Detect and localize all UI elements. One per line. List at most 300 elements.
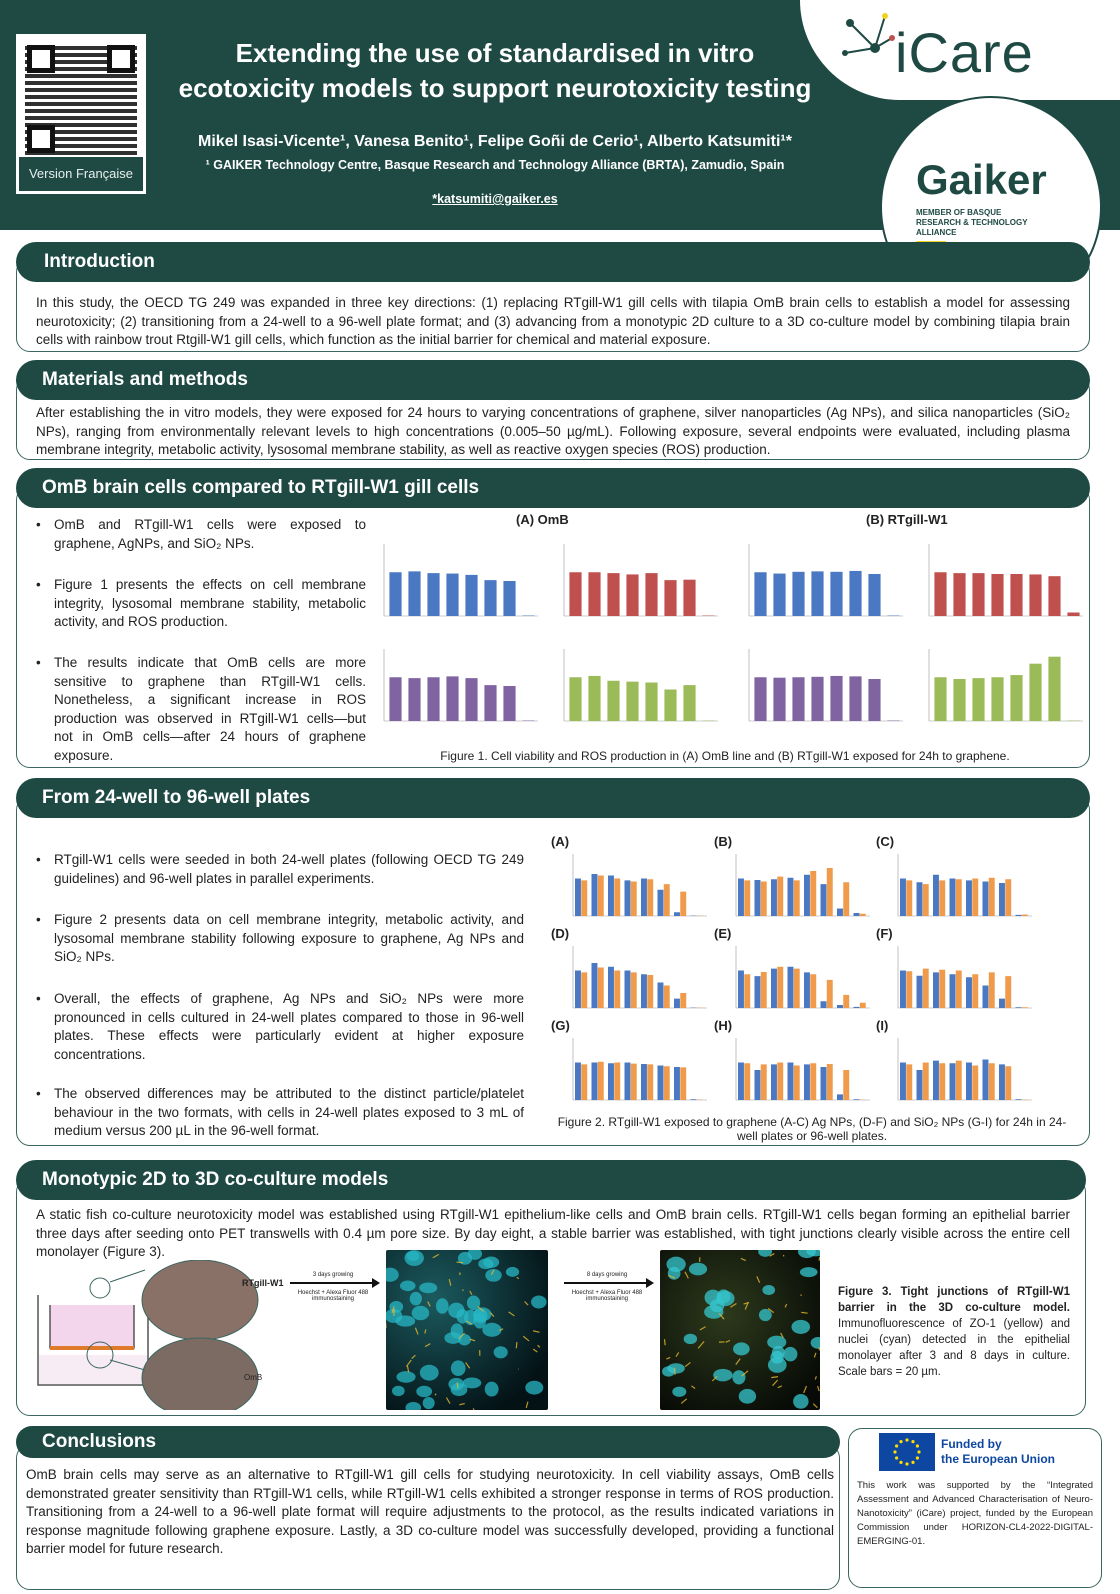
mini-bar <box>933 972 939 1008</box>
mini-bar <box>647 1064 653 1100</box>
mini-bar <box>811 677 823 721</box>
tight-junction <box>772 1380 777 1386</box>
mini-bar <box>953 573 965 616</box>
tight-junction <box>815 1376 816 1379</box>
mini-bar <box>792 572 804 616</box>
eu-star <box>893 1450 896 1453</box>
tight-junction <box>406 1360 411 1367</box>
mini-bar <box>641 974 647 1008</box>
mini-bar <box>956 879 962 916</box>
mini-bar <box>972 974 978 1008</box>
title-line-1: Extending the use of standardised in vitro <box>235 38 755 68</box>
mini-bar <box>854 913 860 916</box>
mini-bar <box>788 1063 794 1101</box>
mini-bar <box>625 971 631 1009</box>
qr-label[interactable]: Version Française <box>19 157 143 191</box>
nucleus <box>506 1267 519 1277</box>
arrow2-top-label: 8 days growing <box>586 1272 628 1278</box>
tight-junction <box>698 1341 704 1348</box>
mini-bar <box>827 868 833 916</box>
mini-bar <box>647 975 653 1008</box>
nucleus <box>400 1281 416 1292</box>
tight-junction <box>425 1344 430 1347</box>
eu-star <box>895 1456 898 1459</box>
nucleus <box>410 1292 422 1306</box>
nucleus <box>405 1402 421 1410</box>
mini-bar <box>830 572 842 616</box>
mini-bar <box>1016 1007 1022 1008</box>
mini-bar <box>658 983 664 1009</box>
chart-rtgill-ros <box>915 645 1085 735</box>
mini-bar <box>843 995 849 1008</box>
mini-bar <box>631 1064 637 1100</box>
mini-bar <box>827 980 833 1008</box>
figure1-caption: Figure 1. Cell viability and ROS production in (A) OmB line and (B) RTgill-W1 exposed for 24h to graphene. <box>440 749 1010 763</box>
icare-logo <box>800 0 1120 100</box>
tight-junction <box>456 1262 463 1263</box>
arrow1-bottom-label: Hoechst + Alexa Fluor 488 immunostaining <box>297 1290 369 1302</box>
mini-bar <box>625 1063 631 1101</box>
tight-junction <box>736 1359 740 1365</box>
figure2-panel-label: (F) <box>876 926 893 941</box>
mini-bar <box>761 1064 767 1100</box>
eu-funded-line1: Funded by <box>941 1437 1002 1451</box>
tight-junction <box>446 1398 450 1404</box>
nucleus <box>448 1303 464 1318</box>
mini-bar <box>641 879 647 917</box>
nucleus <box>672 1387 686 1397</box>
tight-junction <box>523 1336 529 1341</box>
mini-bar <box>680 1067 686 1100</box>
mini-bar <box>934 677 946 721</box>
mini-bar <box>972 879 978 917</box>
arrow-right-icon <box>564 1278 654 1288</box>
mini-bar <box>849 676 861 721</box>
funding-box <box>848 1428 1102 1588</box>
tight-junction <box>428 1302 431 1307</box>
mini-bar <box>658 890 664 916</box>
mini-bar <box>744 974 750 1008</box>
authors: Mikel Isasi-Vicente¹, Vanesa Benito¹, Felipe Goñi de Cerio¹, Alberto Katsumiti¹* <box>198 133 792 150</box>
mini-bar <box>581 880 587 916</box>
mini-bar <box>821 884 827 916</box>
mini-bar <box>614 879 620 917</box>
mini-bar <box>683 685 695 721</box>
mini-bar <box>811 571 823 616</box>
nucleus <box>494 1346 508 1358</box>
poster-title <box>150 36 840 106</box>
nucleus <box>463 1377 482 1388</box>
chart-plates-panel <box>884 942 1034 1022</box>
mini-bar <box>465 575 477 616</box>
tight-junction <box>509 1312 515 1316</box>
mini-bar <box>631 882 637 917</box>
arrow2-bottom-label: Hoechst + Alexa Fluor 488 immunostaining <box>571 1290 643 1302</box>
mini-bar <box>408 678 420 721</box>
mini-bar <box>1022 1007 1028 1008</box>
qr-finder <box>27 45 55 73</box>
mini-bar <box>810 1063 816 1100</box>
mini-bar <box>792 677 804 721</box>
tight-junction <box>666 1357 670 1359</box>
mini-bar <box>771 879 777 916</box>
eu-star <box>917 1450 920 1453</box>
mini-bar <box>680 993 686 1008</box>
mini-bar <box>1029 664 1041 721</box>
arrow1-top-label: 3 days growing <box>312 1272 354 1278</box>
mini-bar <box>900 879 906 917</box>
mini-bar <box>575 1063 581 1101</box>
plates-bullet-3: • Overall, the effects of graphene, Ag NPs and SiO₂ NPs were more pronounced in cells cultured in 24-well plates compared to those in 96-well plates. These effects were particularly evident at higher exposure concentrations. <box>36 990 524 1064</box>
chart-omb-membrane <box>370 540 540 630</box>
mini-bar <box>1016 1099 1022 1100</box>
nucleus <box>423 1397 435 1409</box>
mini-bar <box>771 969 777 1008</box>
mini-bar <box>854 1007 860 1008</box>
mini-bar <box>934 572 946 616</box>
mini-bar <box>680 892 686 916</box>
nuclei-day8 <box>660 1250 820 1410</box>
tight-junction <box>785 1304 787 1307</box>
coculture-heading: Monotypic 2D to 3D co-culture models <box>16 1160 1086 1200</box>
mini-bar <box>999 1064 1005 1100</box>
mini-bar <box>966 977 972 1008</box>
tight-junction <box>741 1258 746 1260</box>
mini-bar <box>641 1064 647 1100</box>
eu-star <box>916 1456 919 1459</box>
mini-bar <box>860 914 866 916</box>
tight-junction <box>526 1402 528 1408</box>
qr-finder <box>27 125 55 153</box>
eu-star <box>895 1444 898 1447</box>
plates-bullet-1: • RTgill-W1 cells were seeded in both 24-well plates (following OECD TG 249 guidelines) and 96-well plates in parallel experiments. <box>36 851 524 888</box>
mini-bar <box>592 963 598 1008</box>
mini-bar <box>614 971 620 1009</box>
mini-bar <box>989 878 995 916</box>
tight-junction <box>691 1386 695 1389</box>
nuclei-day3 <box>386 1250 548 1410</box>
plates-heading: From 24-well to 96-well plates <box>16 778 1090 818</box>
mini-bar <box>956 971 962 1009</box>
figure2-panel-label: (A) <box>551 834 570 849</box>
figure2-panel-label: (G) <box>551 1018 570 1033</box>
figure2-panel-label: (H) <box>714 1018 733 1033</box>
mini-bar <box>1010 574 1022 616</box>
figure2-panel-label: (I) <box>876 1018 889 1033</box>
icare-wordmark: iCare <box>895 21 1034 84</box>
mini-bar <box>837 1094 843 1100</box>
mini-bar <box>830 676 842 721</box>
nucleus <box>793 1394 809 1409</box>
tight-junction <box>525 1302 529 1306</box>
nucleus <box>798 1250 816 1258</box>
mini-bar <box>854 1099 860 1100</box>
nucleus <box>485 1382 499 1397</box>
omb-bullet-3: • The results indicate that OmB cells are more sensitive to graphene than RTgill-W1 cells. Nonetheless, a significant increase in ROS production was observed in RTgill-W1 cells—but not in OmB cells—after 24 hours of graphene exposure. <box>36 654 366 765</box>
micrograph-day3 <box>386 1250 548 1410</box>
mini-bar <box>608 876 614 917</box>
mini-bar <box>614 1063 620 1101</box>
mini-bar <box>804 972 810 1008</box>
arrow-right-icon <box>290 1278 380 1288</box>
nucleus <box>419 1282 437 1293</box>
mini-bar <box>625 880 631 916</box>
mini-bar <box>389 572 401 616</box>
mini-bar <box>900 1063 906 1101</box>
mini-bar <box>664 884 670 916</box>
mini-bar <box>755 976 761 1008</box>
affiliation: ¹ GAIKER Technology Centre, Basque Research and Technology Alliance (BRTA), Zamudio, Spain <box>205 158 785 172</box>
tight-junction <box>449 1279 451 1286</box>
mini-bar <box>843 882 849 916</box>
nucleus <box>800 1267 818 1277</box>
nucleus <box>791 1320 810 1334</box>
mini-bar <box>744 880 750 916</box>
methods-heading: Materials and methods <box>16 360 1090 400</box>
nucleus <box>478 1258 493 1269</box>
mini-bar <box>569 572 581 616</box>
contact-email[interactable]: *katsumiti@gaiker.es <box>432 192 558 206</box>
tight-junction <box>681 1399 686 1404</box>
conclusions-text: OmB brain cells may serve as an alternative to RTgill-W1 gill cells for studying neurotoxicity. In cell viability assays, OmB cells demonstrated greater sensitivity than RTgill-W1 cells, while RTgill-W1 cells exhibited a stronger response in terms of ROS production. Transitioning from a 24-well to a 96-well plate format will require adjustments to the protocol, as the results indicated variations in response magnitude following graphene exposure. Lastly, a 3D co-culture model was successfully developed, providing a functional barrier model for future research. <box>26 1467 834 1556</box>
nucleus <box>386 1268 399 1282</box>
nucleus <box>467 1296 480 1311</box>
chart-omb-ros <box>550 645 720 735</box>
tight-junction <box>819 1257 820 1261</box>
mini-bar <box>843 1070 849 1100</box>
chart-plates-panel <box>884 850 1034 930</box>
chart-plates-panel <box>559 1034 709 1114</box>
qr-code[interactable] <box>16 34 146 194</box>
figure2-panel-label: (B) <box>714 834 733 849</box>
mini-bar <box>950 974 956 1008</box>
mini-bar <box>923 884 929 916</box>
mini-bar <box>631 972 637 1008</box>
mini-bar <box>389 677 401 721</box>
tight-junction <box>517 1277 519 1278</box>
figure2-panel-label: (E) <box>714 926 732 941</box>
mini-bar <box>503 686 515 721</box>
tight-junction <box>700 1327 706 1330</box>
mini-bar <box>917 882 923 916</box>
mini-bar <box>777 967 783 1008</box>
chart-plates-panel <box>559 942 709 1022</box>
mini-bar <box>738 971 744 1009</box>
mini-bar <box>598 1062 604 1100</box>
mini-bar <box>1016 915 1022 916</box>
tight-junction <box>804 1386 807 1393</box>
mini-bar <box>588 572 600 616</box>
eu-star <box>899 1440 902 1443</box>
figure3-caption-body: Immunofluorescence of ZO-1 (yellow) and nuclei (cyan) detected in the epithelial monolayer after 3 and 8 days in culture. Scale bars = 20 µm. <box>838 1318 1070 1378</box>
mini-bar <box>773 574 785 616</box>
chart-plates-panel <box>884 1034 1034 1114</box>
mini-bar <box>950 879 956 917</box>
nucleus <box>689 1263 707 1276</box>
mini-bar <box>983 986 989 1009</box>
tight-junction <box>433 1254 439 1257</box>
mini-bar <box>1022 915 1028 917</box>
tight-junction <box>533 1331 540 1333</box>
mini-bar <box>827 1064 833 1100</box>
mini-bar <box>484 685 496 721</box>
figure2-caption: Figure 2. RTgill-W1 exposed to graphene (A-C) Ag NPs, (D-F) and SiO₂ NPs (G-I) for 24h in 24-well plates or 96-well plates. <box>557 1115 1067 1143</box>
tight-junction <box>538 1345 540 1347</box>
mini-bar <box>647 879 653 916</box>
mini-bar <box>794 880 800 916</box>
mini-bar <box>761 972 767 1008</box>
tight-junction <box>425 1330 426 1334</box>
mini-bar <box>794 1066 800 1101</box>
mini-bar <box>966 880 972 916</box>
mini-bar <box>810 974 816 1008</box>
figure3-caption-title: Figure 3. Tight junctions of RTgill-W1 barrier in the 3D co-culture model. <box>838 1286 1070 1314</box>
mini-bar <box>953 679 965 721</box>
omb-heading: OmB brain cells compared to RTgill-W1 gill cells <box>16 468 1090 508</box>
tight-junction <box>675 1368 676 1375</box>
omb-bullet-2: • Figure 1 presents the effects on cell membrane integrity, lysosomal membrane stability, metabolic activity, and ROS production. <box>36 576 366 632</box>
mini-bar <box>972 573 984 616</box>
mini-bar <box>906 1064 912 1100</box>
mini-bar <box>983 1060 989 1101</box>
nucleus <box>396 1371 415 1383</box>
mini-bar <box>674 1067 680 1100</box>
figure1-panel-b-label: (B) RTgill-W1 <box>866 512 948 527</box>
mini-bar <box>804 1064 810 1100</box>
mini-bar <box>588 676 600 721</box>
mini-bar <box>804 875 810 916</box>
mini-bar <box>738 1063 744 1101</box>
mini-bar <box>446 676 458 721</box>
nucleus <box>531 1296 547 1309</box>
mini-bar <box>868 574 880 616</box>
nucleus <box>783 1347 797 1361</box>
figure2-panel-label: (D) <box>551 926 570 941</box>
mini-bar <box>626 682 638 721</box>
nucleus <box>739 1389 756 1404</box>
tight-junction <box>466 1362 470 1368</box>
mini-bar <box>788 967 794 1008</box>
mini-bar <box>1048 657 1060 721</box>
mini-bar <box>645 683 657 722</box>
nucleus <box>436 1298 449 1314</box>
mini-bar <box>608 967 614 1008</box>
chart-plates-panel <box>722 1034 872 1114</box>
qr-finder <box>107 45 135 73</box>
tight-junction <box>685 1272 688 1279</box>
mini-bar <box>972 678 984 721</box>
plates-bullet-4: • The observed differences may be attributed to the distinct particle/platelet behaviour in the two formats, with cells in 24-well plates exposed to 3 mL of medium versus 200 µL in the 96-well format. <box>36 1085 524 1141</box>
mini-bar <box>598 968 604 1009</box>
mini-bar <box>972 1066 978 1101</box>
mini-bar <box>598 876 604 917</box>
mini-bar <box>1005 976 1011 1008</box>
tight-junction <box>726 1340 730 1342</box>
mini-bar <box>575 971 581 1009</box>
figure2-panel-label: (C) <box>876 834 895 849</box>
mini-bar <box>1005 879 1011 916</box>
mini-bar <box>771 1064 777 1100</box>
mini-bar <box>744 1063 750 1100</box>
mini-bar <box>465 678 477 721</box>
mini-bar <box>777 877 783 916</box>
eu-flag-icon <box>879 1433 935 1471</box>
nucleus <box>666 1257 685 1272</box>
mini-bar <box>837 1005 843 1008</box>
tight-junction <box>801 1312 807 1313</box>
nucleus <box>412 1306 429 1320</box>
nucleus <box>762 1285 775 1295</box>
tight-junction <box>818 1386 820 1391</box>
mini-bar <box>408 571 420 616</box>
tight-junction <box>457 1382 458 1388</box>
mini-bar <box>788 878 794 916</box>
nucleus <box>420 1365 439 1381</box>
mini-bar <box>484 580 496 616</box>
mini-bar <box>950 1063 956 1100</box>
tight-junction <box>516 1342 517 1348</box>
mini-bar <box>664 986 670 1009</box>
mini-bar <box>917 1070 923 1100</box>
introduction-text: In this study, the OECD TG 249 was expanded in three key directions: (1) replacing RTgill-W1 gill cells with tilapia OmB brain cells to establish a model for assessing neurotoxicity; (2) transitioning from a 24-well to a 96-well plate format; and (3) advancing from a monotypic 2D culture to a 3D co-culture model by combining tilapia brain cells with rainbow trout Rtgill-W1 gill cells, which function as the initial barrier for chemical and material exposure. <box>36 295 1070 347</box>
gaiker-wordmark: Gaiker <box>916 156 1047 203</box>
eu-star <box>899 1461 902 1464</box>
tight-junction <box>771 1377 778 1378</box>
tight-junction <box>778 1386 782 1388</box>
chart-rtgill-lysosomal <box>915 540 1085 630</box>
tight-junction <box>665 1339 666 1345</box>
chart-omb-lysosomal <box>550 540 720 630</box>
mini-bar <box>683 580 695 616</box>
chart-omb-metabolic <box>370 645 540 735</box>
tight-junction <box>412 1355 416 1358</box>
nucleus <box>416 1386 432 1397</box>
mini-bar <box>592 1063 598 1101</box>
mini-bar <box>939 970 945 1008</box>
tight-junction <box>533 1349 537 1352</box>
tight-junction <box>814 1353 816 1358</box>
chart-rtgill-membrane <box>735 540 905 630</box>
conclusions-heading: Conclusions <box>16 1426 840 1458</box>
mini-bar <box>860 1003 866 1008</box>
mini-bar <box>674 912 680 916</box>
mini-bar <box>1048 576 1060 616</box>
mini-bar <box>773 678 785 721</box>
mini-bar <box>581 1064 587 1100</box>
icare-network-icon <box>830 8 900 78</box>
eu-star <box>911 1440 914 1443</box>
eu-funded-line2: the European Union <box>941 1452 1055 1466</box>
nucleus <box>710 1299 724 1312</box>
omb-bullet-1: • OmB and RTgill-W1 cells were exposed to graphene, AgNPs, and SiO₂ NPs. <box>36 516 366 553</box>
chart-plates-panel <box>559 850 709 930</box>
mini-bar <box>607 681 619 721</box>
nucleus <box>768 1357 787 1373</box>
mini-bar <box>983 882 989 917</box>
nucleus <box>407 1251 420 1261</box>
plates-bullet-2: • Figure 2 presents data on cell membrane integrity, metabolic activity, and lysosomal membrane stability following exposure to graphene, Ag NPs and SiO₂ NPs. <box>36 911 524 967</box>
micrograph-day8 <box>660 1250 820 1410</box>
mini-bar <box>777 1063 783 1101</box>
mini-bar <box>821 1001 827 1008</box>
mini-bar <box>923 1063 929 1101</box>
mini-bar <box>906 971 912 1008</box>
mini-bar <box>917 976 923 1008</box>
title-line-2: ecotoxicity models to support neurotoxicity testing <box>178 73 812 103</box>
tight-junction <box>801 1294 802 1295</box>
mini-bar <box>923 969 929 1008</box>
mini-bar <box>991 677 1003 721</box>
